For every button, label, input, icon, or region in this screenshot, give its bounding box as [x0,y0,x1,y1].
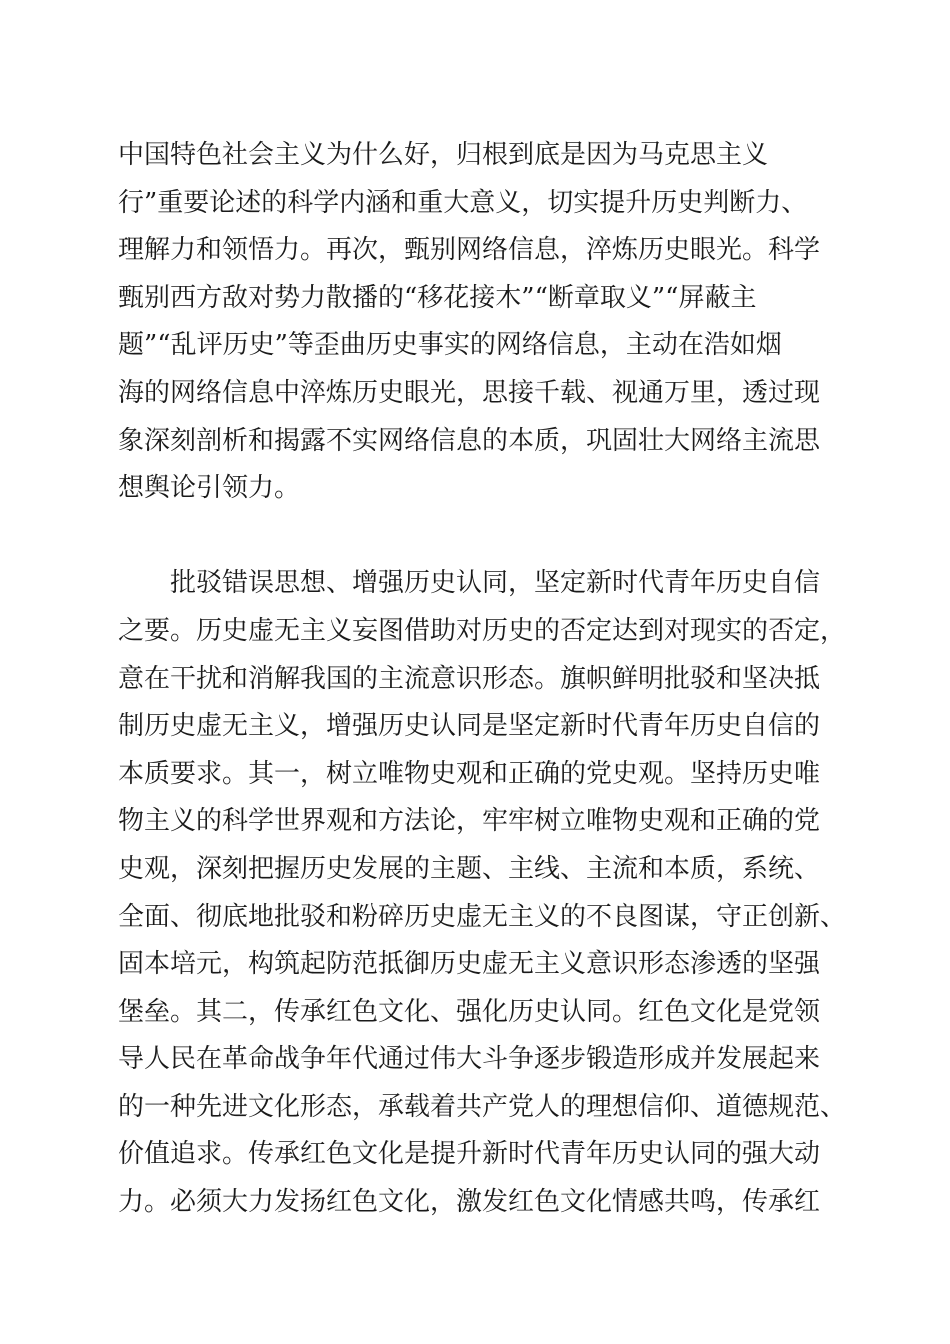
text-line: 象深刻剖析和揭露不实网络信息的本质，巩固壮大网络主流思 [118,425,821,456]
text-line: 想舆论引领力。 [118,473,301,504]
paragraph-1 [118,132,848,513]
text-line: 固本培元，构筑起防范抵御历史虚无主义意识形态渗透的坚强 [118,949,821,980]
body-text [118,132,848,1227]
paragraph-gap [118,513,848,561]
text-line: 力。必须大力发扬红色文化，激发红色文化情感共鸣，传承红 [118,1187,821,1218]
text-line: 之要。历史虚无主义妄图借助对历史的否定达到对现实的否定， [118,615,847,646]
text-line: 的一种先进文化形态，承载着共产党人的理想信仰、道德规范、 [118,1091,847,1122]
text-line: 中国特色社会主义为什么好，归根到底是因为马克思主义 [118,140,769,170]
text-line: 堡垒。其二，传承红色文化、强化历史认同。红色文化是党领 [118,996,821,1027]
text-line: 全面、彻底地批驳和粉碎历史虚无主义的不良图谋，守正创新、 [118,901,847,932]
text-line: 本质要求。其一，树立唯物史观和正确的党史观。坚持历史唯 [118,758,821,789]
text-line: 批驳错误思想、增强历史认同，坚定新时代青年历史自信 [118,568,821,599]
text-line: 行”重要论述的科学内涵和重大意义，切实提升历史判断力、 [118,187,808,218]
text-line: 制历史虚无主义，增强历史认同是坚定新时代青年历史自信的 [118,711,821,742]
text-line: 导人民在革命战争年代通过伟大斗争逐步锻造形成并发展起来 [118,1044,821,1075]
text-line: 题”“乱评历史”等歪曲历史事实的网络信息，主动在浩如烟 [118,330,782,361]
text-line: 甄别西方敌对势力散播的“移花接木”“断章取义”“屏蔽主 [118,282,757,313]
text-line: 意在干扰和消解我国的主流意识形态。旗帜鲜明批驳和坚决抵 [118,663,821,694]
text-line: 物主义的科学世界观和方法论，牢牢树立唯物史观和正确的党 [118,806,821,837]
text-line: 价值追求。传承红色文化是提升新时代青年历史认同的强大动 [118,1139,821,1170]
text-line: 海的网络信息中淬炼历史眼光，思接千载、视通万里，透过现 [118,377,821,408]
text-line: 理解力和领悟力。再次，甄别网络信息，淬炼历史眼光。科学 [118,235,821,266]
paragraph-2 [118,560,848,1226]
text-line: 史观，深刻把握历史发展的主题、主线、主流和本质，系统、 [118,853,821,884]
